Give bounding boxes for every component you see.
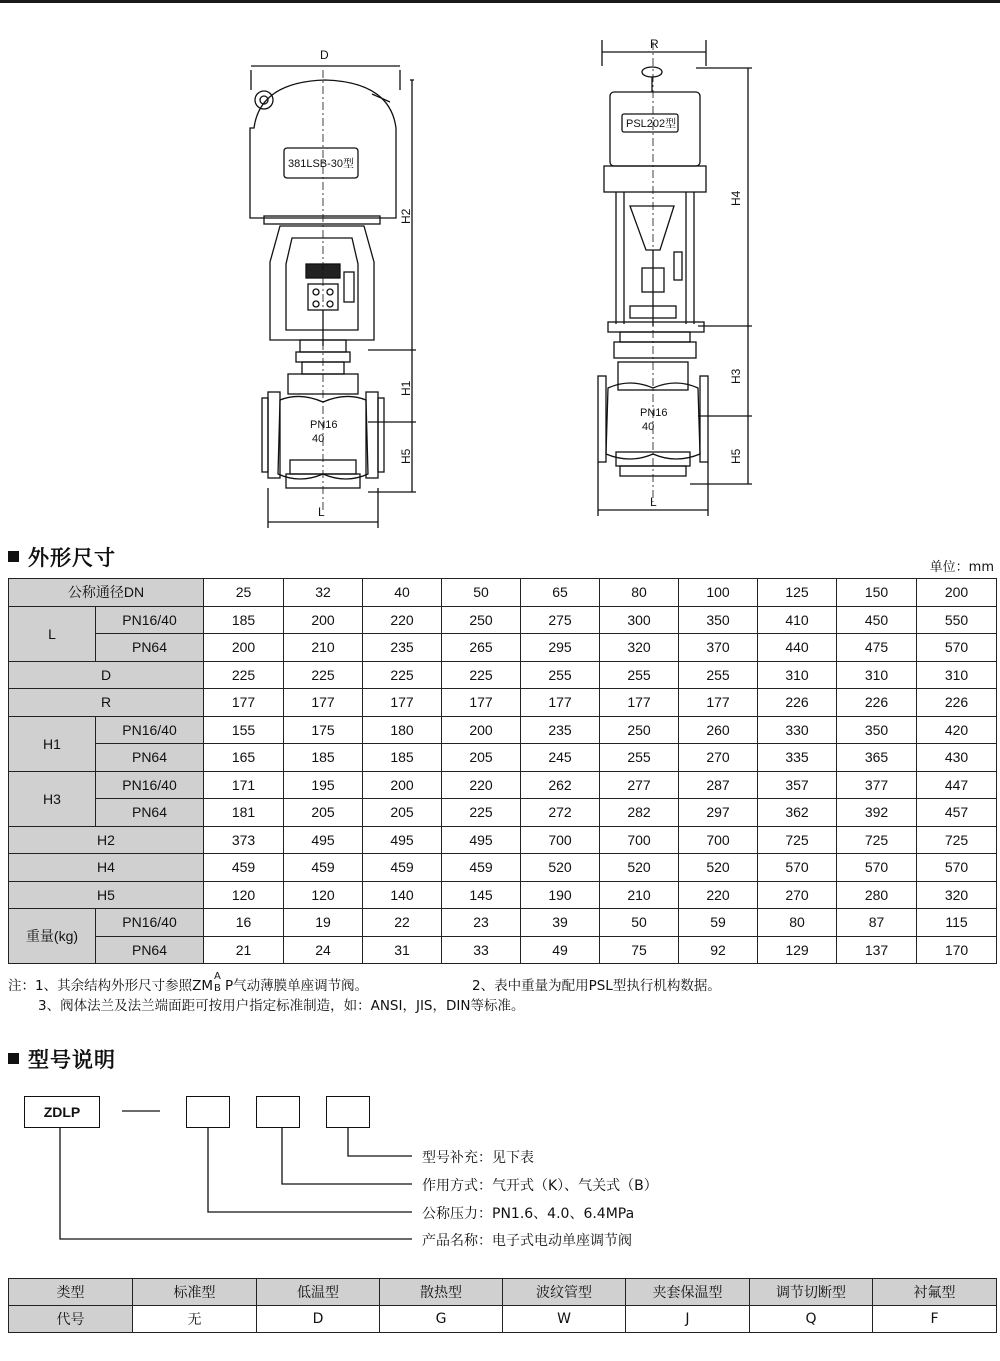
cell: 50 [600, 909, 679, 937]
type-header-cell: 夹套保温型 [626, 1279, 750, 1306]
cell: 410 [758, 606, 837, 634]
cell: 22 [363, 909, 442, 937]
cell: 255 [521, 661, 600, 689]
cell: 16 [204, 909, 284, 937]
cell: 25 [204, 579, 284, 607]
cell: 210 [600, 881, 679, 909]
row-label-D: D [9, 661, 204, 689]
cell: 495 [442, 826, 521, 854]
dim-label-D: D [320, 48, 329, 62]
sub-label: PN16/40 [96, 716, 204, 744]
cell: 450 [837, 606, 917, 634]
cell: 120 [204, 881, 284, 909]
cell: 80 [600, 579, 679, 607]
type-code-cell: F [873, 1306, 997, 1333]
type-code-cell: 无 [133, 1306, 257, 1333]
type-header-cell: 标准型 [133, 1279, 257, 1306]
cell: 320 [600, 634, 679, 662]
cell: 19 [284, 909, 363, 937]
dim-label-H3: H3 [729, 368, 743, 384]
cell: 210 [284, 634, 363, 662]
cell: 459 [204, 854, 284, 882]
legend-pressure: 公称压力：PN1.6、4.0、6.4MPa [422, 1206, 635, 1222]
cell: 115 [917, 909, 997, 937]
type-table-header [9, 1279, 997, 1306]
unit-label: 单位：mm [929, 560, 994, 575]
type-header-cell: 类型 [9, 1279, 133, 1306]
cell: 185 [204, 606, 284, 634]
type-code-cell: G [380, 1306, 503, 1333]
cell: 177 [679, 689, 758, 717]
note-3: 3、阀体法兰及法兰端面距可按用户指定标准制造，如：ANSI，JIS，DIN等标准。 [38, 998, 525, 1014]
sub-label: PN64 [96, 936, 204, 964]
dim-label-H1: H1 [399, 380, 413, 396]
cell: 226 [917, 689, 997, 717]
cell: 31 [363, 936, 442, 964]
cell: 140 [363, 881, 442, 909]
legend-product: 产品名称：电子式电动单座调节阀 [422, 1233, 632, 1249]
cell: 225 [442, 661, 521, 689]
cell: 280 [837, 881, 917, 909]
legend-action: 作用方式：气开式（K）、气关式（B） [422, 1178, 658, 1194]
cell: 200 [917, 579, 997, 607]
dn-label-right: 40 [642, 421, 655, 433]
cell: 350 [837, 716, 917, 744]
type-header-cell: 衬氟型 [873, 1279, 997, 1306]
cell: 362 [758, 799, 837, 827]
cell: 520 [521, 854, 600, 882]
sub-label: PN64 [96, 799, 204, 827]
cell: 80 [758, 909, 837, 937]
cell: 440 [758, 634, 837, 662]
cell: 49 [521, 936, 600, 964]
cell: 175 [284, 716, 363, 744]
note-2: 2、表中重量为配用PSL型执行机构数据。 [472, 978, 721, 994]
model-code-box: ZDLP [24, 1096, 100, 1128]
cell: 32 [284, 579, 363, 607]
cell: 550 [917, 606, 997, 634]
cell: 310 [837, 661, 917, 689]
dim-label-H5-right: H5 [729, 448, 743, 464]
sub-label: PN16/40 [96, 909, 204, 937]
cell: 195 [284, 771, 363, 799]
cell: 145 [442, 881, 521, 909]
cell: 235 [363, 634, 442, 662]
cell: 250 [600, 716, 679, 744]
cell: 170 [917, 936, 997, 964]
cell: 150 [837, 579, 917, 607]
type-header-cell: 散热型 [380, 1279, 503, 1306]
cell: 370 [679, 634, 758, 662]
cell: 65 [521, 579, 600, 607]
cell: 255 [600, 744, 679, 772]
cell: 39 [521, 909, 600, 937]
cell: 200 [442, 716, 521, 744]
cell: 310 [917, 661, 997, 689]
cell: 357 [758, 771, 837, 799]
cell: 570 [758, 854, 837, 882]
cell: 205 [284, 799, 363, 827]
cell: 245 [521, 744, 600, 772]
cell: 21 [204, 936, 284, 964]
model-title: 型号说明 [28, 1048, 116, 1072]
pn-label-right: PN16 [640, 407, 668, 419]
row-label-weight: 重量(kg) [9, 909, 96, 964]
type-code-cell: W [503, 1306, 626, 1333]
row-label-H5: H5 [9, 881, 204, 909]
dim-label-H4: H4 [729, 190, 743, 206]
cell: 570 [917, 854, 997, 882]
cell: 250 [442, 606, 521, 634]
cell: 177 [363, 689, 442, 717]
note-1-text: 注：1、其余结构外形尺寸参照ZM [8, 978, 213, 994]
cell: 190 [521, 881, 600, 909]
cell: 260 [679, 716, 758, 744]
note-1-sub: B [214, 983, 221, 994]
cell: 457 [917, 799, 997, 827]
type-header-cell: 低温型 [257, 1279, 380, 1306]
legend-supplement: 型号补充：见下表 [422, 1150, 534, 1166]
dim-label-L-right: L [650, 495, 657, 509]
cell: 475 [837, 634, 917, 662]
cell: 700 [521, 826, 600, 854]
cell: 235 [521, 716, 600, 744]
cell: 205 [363, 799, 442, 827]
cell: 255 [600, 661, 679, 689]
cell: 165 [204, 744, 284, 772]
cell: 365 [837, 744, 917, 772]
dim-label-H2: H2 [399, 208, 413, 224]
cell: 225 [442, 799, 521, 827]
cell: 420 [917, 716, 997, 744]
cell: 297 [679, 799, 758, 827]
row-label-H4: H4 [9, 854, 204, 882]
row-label-H3: H3 [9, 771, 96, 826]
cell: 275 [521, 606, 600, 634]
cell: 185 [284, 744, 363, 772]
cell: 225 [363, 661, 442, 689]
type-code-cell: J [626, 1306, 750, 1333]
sub-label: PN16/40 [96, 606, 204, 634]
dim-label-R: R [650, 37, 659, 51]
cell: 392 [837, 799, 917, 827]
type-code-label: 代号 [9, 1306, 133, 1333]
cell: 226 [837, 689, 917, 717]
dimensions-title: 外形尺寸 [28, 546, 116, 570]
cell: 570 [837, 854, 917, 882]
cell: 300 [600, 606, 679, 634]
cell: 373 [204, 826, 284, 854]
row-label-L: L [9, 606, 96, 661]
cell: 430 [917, 744, 997, 772]
cell: 200 [363, 771, 442, 799]
cell: 129 [758, 936, 837, 964]
dim-label-L-left: L [318, 505, 325, 519]
cell: 200 [204, 634, 284, 662]
row-label-H1: H1 [9, 716, 96, 771]
row-label-R: R [9, 689, 204, 717]
sub-label: PN64 [96, 634, 204, 662]
cell: 181 [204, 799, 284, 827]
cell: 570 [917, 634, 997, 662]
actuator-label-left: 381LSB-30型 [288, 158, 355, 170]
cell: 495 [284, 826, 363, 854]
cell: 277 [600, 771, 679, 799]
cell: 700 [679, 826, 758, 854]
cell: 459 [363, 854, 442, 882]
cell: 75 [600, 936, 679, 964]
cell: 270 [758, 881, 837, 909]
cell: 33 [442, 936, 521, 964]
cell: 120 [284, 881, 363, 909]
cell: 335 [758, 744, 837, 772]
cell: 447 [917, 771, 997, 799]
cell: 459 [284, 854, 363, 882]
cell: 725 [917, 826, 997, 854]
cell: 185 [363, 744, 442, 772]
cell: 100 [679, 579, 758, 607]
cell: 225 [204, 661, 284, 689]
header-dn: 公称通径DN [9, 579, 204, 607]
cell: 40 [363, 579, 442, 607]
cell: 295 [521, 634, 600, 662]
cell: 92 [679, 936, 758, 964]
cell: 520 [600, 854, 679, 882]
note-1-sup: A [214, 971, 221, 982]
cell: 272 [521, 799, 600, 827]
cell: 350 [679, 606, 758, 634]
cell: 226 [758, 689, 837, 717]
cell: 310 [758, 661, 837, 689]
cell: 180 [363, 716, 442, 744]
cell: 225 [284, 661, 363, 689]
cell: 725 [758, 826, 837, 854]
type-code-cell: Q [750, 1306, 873, 1333]
cell: 200 [284, 606, 363, 634]
cell: 377 [837, 771, 917, 799]
cell: 220 [442, 771, 521, 799]
cell: 177 [204, 689, 284, 717]
cell: 87 [837, 909, 917, 937]
cell: 125 [758, 579, 837, 607]
cell: 23 [442, 909, 521, 937]
actuator-label-right: PSL202型 [626, 118, 677, 130]
type-table [8, 1278, 997, 1333]
cell: 725 [837, 826, 917, 854]
cell: 700 [600, 826, 679, 854]
cell: 50 [442, 579, 521, 607]
cell: 330 [758, 716, 837, 744]
cell: 24 [284, 936, 363, 964]
cell: 177 [600, 689, 679, 717]
cell: 265 [442, 634, 521, 662]
cell: 270 [679, 744, 758, 772]
cell: 520 [679, 854, 758, 882]
cell: 459 [442, 854, 521, 882]
cell: 255 [679, 661, 758, 689]
cell: 177 [442, 689, 521, 717]
cell: 495 [363, 826, 442, 854]
cell: 282 [600, 799, 679, 827]
row-label-H2: H2 [9, 826, 204, 854]
sub-label: PN16/40 [96, 771, 204, 799]
cell: 137 [837, 936, 917, 964]
dn-label-left: 40 [312, 433, 325, 445]
cell: 171 [204, 771, 284, 799]
type-header-cell: 波纹管型 [503, 1279, 626, 1306]
note-1-suffix: P气动薄膜单座调节阀。 [225, 978, 369, 994]
cell: 220 [679, 881, 758, 909]
type-header-cell: 调节切断型 [750, 1279, 873, 1306]
cell: 177 [284, 689, 363, 717]
cell: 205 [442, 744, 521, 772]
sub-label: PN64 [96, 744, 204, 772]
cell: 262 [521, 771, 600, 799]
dim-label-H5-left: H5 [399, 448, 413, 464]
pn-label-left: PN16 [310, 419, 338, 431]
cell: 220 [363, 606, 442, 634]
type-code-cell: D [257, 1306, 380, 1333]
cell: 155 [204, 716, 284, 744]
cell: 287 [679, 771, 758, 799]
cell: 177 [521, 689, 600, 717]
type-table-codes [9, 1306, 997, 1333]
cell: 320 [917, 881, 997, 909]
cell: 59 [679, 909, 758, 937]
